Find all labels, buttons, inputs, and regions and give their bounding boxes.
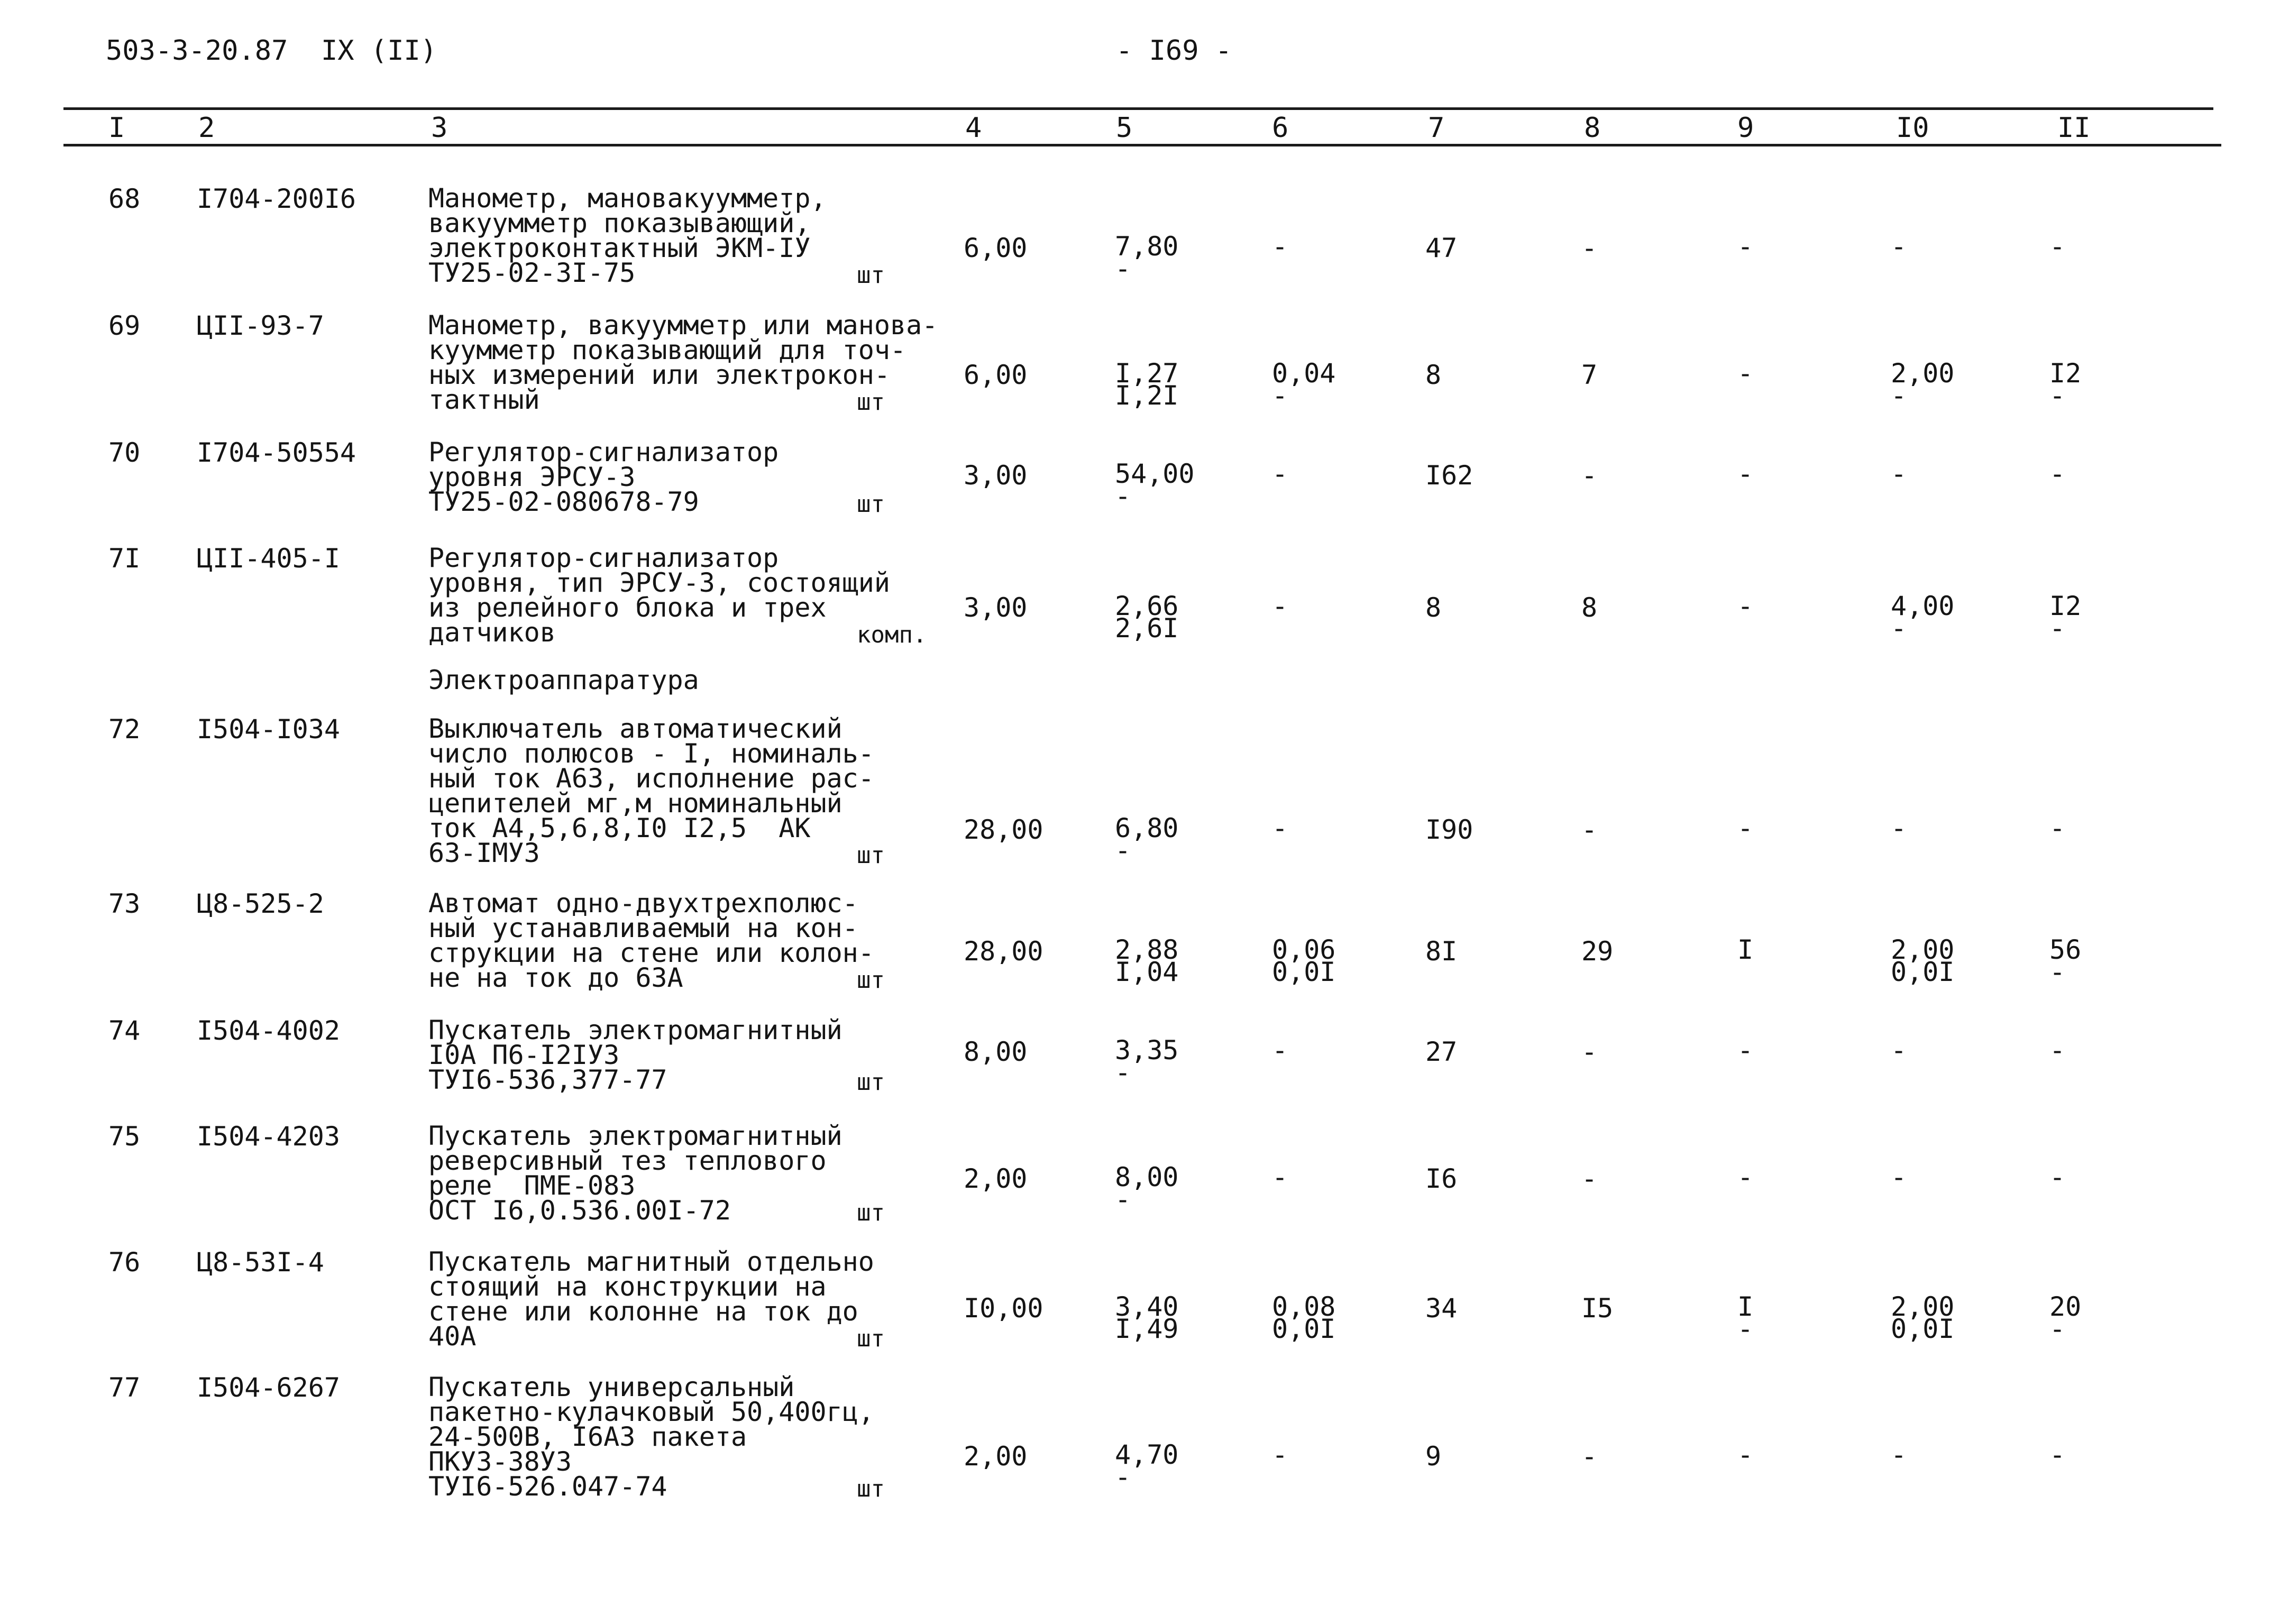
column-header-7: 7 bbox=[1428, 112, 1445, 144]
item-code: I704-50554 bbox=[197, 437, 356, 468]
cell-col-8: I5 bbox=[1581, 1293, 1614, 1324]
column-header-9: 9 bbox=[1737, 112, 1754, 144]
cell-col-8: 7 bbox=[1581, 360, 1598, 390]
item-description: Пускатель электромагнитный I0А П6-I2IУ3 ТУI6-536,377-77 bbox=[428, 1015, 843, 1095]
item-description: Пускатель электромагнитный реверсивный тез теплового реле ПМЕ-083 ОСТ I6,0.536.00I-72 bbox=[428, 1121, 843, 1226]
cell-col-6: - bbox=[1272, 231, 1288, 262]
unit-of-measure: шт bbox=[857, 967, 885, 994]
document-code: 503-3-20.87 IX (II) bbox=[106, 35, 437, 67]
cell-col-9: - bbox=[1737, 1162, 1754, 1192]
item-description: Пускатель магнитный отдельно стоящий на конструкции на стене или колонне на ток до 40А bbox=[428, 1246, 874, 1352]
unit-of-measure: шт bbox=[857, 262, 885, 289]
cell-col-6: 0,08 0,0I bbox=[1272, 1291, 1336, 1344]
cell-col-6: 0,04 - bbox=[1272, 358, 1336, 411]
cell-col-10: - bbox=[1891, 813, 1907, 843]
row-number: 7I bbox=[108, 543, 141, 574]
cell-col-10: - bbox=[1891, 458, 1907, 489]
row-number: 73 bbox=[108, 888, 141, 919]
item-code: ЦII-93-7 bbox=[197, 310, 324, 341]
cell-col-10: 2,00 0,0I bbox=[1891, 934, 1955, 987]
cell-col-9: - bbox=[1737, 1035, 1754, 1066]
cell-col-8: - bbox=[1581, 814, 1598, 845]
cell-col-9: - bbox=[1737, 1439, 1754, 1470]
item-code: I504-I034 bbox=[197, 714, 340, 745]
item-code: I504-6267 bbox=[197, 1372, 340, 1403]
item-description: Автомат одно-двухтрехполюс- ный устанавливаемый на кон- струкции на стене или колон- не на ток до 63А bbox=[428, 888, 874, 993]
cell-col-6: - bbox=[1272, 1035, 1288, 1066]
item-code: I504-4203 bbox=[197, 1121, 340, 1152]
unit-of-measure: шт bbox=[857, 842, 885, 869]
cell-col-4: 3,00 bbox=[964, 460, 1028, 491]
cell-col-9: - bbox=[1737, 813, 1754, 843]
cell-col-7: I62 bbox=[1425, 460, 1473, 491]
item-code: Ц8-53I-4 bbox=[197, 1247, 324, 1278]
cell-col-10: - bbox=[1891, 231, 1907, 262]
cell-col-11: - bbox=[2049, 231, 2066, 262]
cell-col-9: I bbox=[1737, 934, 1754, 965]
row-number: 75 bbox=[108, 1121, 141, 1152]
cell-col-8: - bbox=[1581, 1163, 1598, 1194]
table-header-bottom-rule bbox=[63, 144, 2221, 146]
cell-col-8: 8 bbox=[1581, 592, 1598, 623]
cell-col-11: I2 - bbox=[2049, 591, 2082, 644]
item-code: I704-200I6 bbox=[197, 183, 356, 214]
cell-col-4: 28,00 bbox=[964, 936, 1043, 967]
cell-col-7: 34 bbox=[1425, 1293, 1458, 1324]
column-header-8: 8 bbox=[1584, 112, 1601, 144]
item-code: I504-4002 bbox=[197, 1015, 340, 1046]
cell-col-6: - bbox=[1272, 458, 1288, 489]
cell-col-7: 27 bbox=[1425, 1036, 1458, 1067]
cell-col-11: - bbox=[2049, 1162, 2066, 1192]
row-number: 72 bbox=[108, 714, 141, 745]
item-code: Ц8-525-2 bbox=[197, 888, 324, 919]
unit-of-measure: шт bbox=[857, 1325, 885, 1352]
cell-col-9: - bbox=[1737, 591, 1754, 621]
item-description: Пускатель универсальный пакетно-кулачковый 50,400гц, 24-500В, I6А3 пакета ПКУ3-38У3 ТУI6-526.047-74 bbox=[428, 1372, 874, 1502]
row-number: 70 bbox=[108, 437, 141, 468]
cell-col-7: I6 bbox=[1425, 1163, 1458, 1194]
cell-col-4: 3,00 bbox=[964, 592, 1028, 623]
cell-col-7: 9 bbox=[1425, 1441, 1442, 1472]
item-code: ЦII-405-I bbox=[197, 543, 340, 574]
column-header-2: 2 bbox=[198, 112, 215, 144]
item-description: Регулятор-сигнализатор уровня, тип ЭРСУ-3, состоящий из релейного блока и трех датчиков bbox=[428, 543, 890, 648]
cell-col-10: - bbox=[1891, 1439, 1907, 1470]
cell-col-7: 47 bbox=[1425, 233, 1458, 263]
cell-col-10: - bbox=[1891, 1162, 1907, 1192]
column-header-1: I bbox=[108, 112, 125, 144]
row-number: 77 bbox=[108, 1372, 141, 1403]
column-header-11: II bbox=[2057, 112, 2091, 144]
item-description: Регулятор-сигнализатор уровня ЭРСУ-3 ТУ25-02-080678-79 bbox=[428, 437, 779, 517]
cell-col-8: - bbox=[1581, 1441, 1598, 1472]
unit-of-measure: шт bbox=[857, 1069, 885, 1096]
cell-col-7: I90 bbox=[1425, 814, 1473, 845]
cell-col-5: 4,70 - bbox=[1115, 1439, 1179, 1492]
cell-col-6: - bbox=[1272, 1439, 1288, 1470]
cell-col-9: - bbox=[1737, 458, 1754, 489]
cell-col-8: - bbox=[1581, 233, 1598, 263]
unit-of-measure: комп. bbox=[857, 621, 927, 648]
cell-col-6: - bbox=[1272, 1162, 1288, 1192]
cell-col-10: 4,00 - bbox=[1891, 591, 1955, 644]
cell-col-6: - bbox=[1272, 813, 1288, 843]
cell-col-4: 8,00 bbox=[964, 1036, 1028, 1067]
cell-col-11: I2 - bbox=[2049, 358, 2082, 411]
cell-col-4: 6,00 bbox=[964, 360, 1028, 390]
item-description: Манометр, мановакуумметр, вакуумметр показывающий, электроконтактный ЭКМ-IУ ТУ25-02-3I-75 bbox=[428, 183, 827, 288]
column-header-6: 6 bbox=[1272, 112, 1289, 144]
cell-col-11: 56 - bbox=[2049, 934, 2082, 987]
cell-col-11: 20 - bbox=[2049, 1291, 2082, 1344]
table-top-rule bbox=[63, 107, 2213, 110]
cell-col-9: I - bbox=[1737, 1291, 1754, 1344]
item-description: Манометр, вакуумметр или манова- куумметр показывающий для точ- ных измерений или электрокон- тактный bbox=[428, 310, 938, 415]
cell-col-10: 2,00 0,0I bbox=[1891, 1291, 1955, 1344]
cell-col-9: - bbox=[1737, 231, 1754, 262]
item-description: Выключатель автоматический число полюсов - I, номиналь- ный ток А63, исполнение рас- цепителей мг,м номинальный ток А4,5,6,8,I0 I2,5 АК 63-IМУ3 bbox=[428, 713, 874, 868]
cell-col-7: 8 bbox=[1425, 360, 1442, 390]
cell-col-4: I0,00 bbox=[964, 1293, 1043, 1324]
cell-col-5: 3,40 I,49 bbox=[1115, 1291, 1179, 1344]
cell-col-5: 2,66 2,6I bbox=[1115, 591, 1179, 644]
cell-col-4: 2,00 bbox=[964, 1163, 1028, 1194]
unit-of-measure: шт bbox=[857, 1475, 885, 1502]
unit-of-measure: шт bbox=[857, 491, 885, 518]
section-title: Электроаппаратура bbox=[428, 665, 699, 695]
cell-col-5: 3,35 - bbox=[1115, 1035, 1179, 1088]
row-number: 74 bbox=[108, 1015, 141, 1046]
cell-col-8: 29 bbox=[1581, 936, 1614, 967]
cell-col-9: - bbox=[1737, 358, 1754, 389]
cell-col-8: - bbox=[1581, 460, 1598, 491]
cell-col-10: - bbox=[1891, 1035, 1907, 1066]
cell-col-4: 2,00 bbox=[964, 1441, 1028, 1472]
cell-col-4: 6,00 bbox=[964, 233, 1028, 263]
cell-col-5: 54,00 - bbox=[1115, 458, 1195, 511]
row-number: 68 bbox=[108, 183, 141, 214]
column-header-5: 5 bbox=[1116, 112, 1133, 144]
cell-col-5: 6,80 - bbox=[1115, 813, 1179, 866]
unit-of-measure: шт bbox=[857, 389, 885, 416]
cell-col-11: - bbox=[2049, 813, 2066, 843]
cell-col-11: - bbox=[2049, 1035, 2066, 1066]
cell-col-5: 8,00 - bbox=[1115, 1162, 1179, 1215]
cell-col-5: 7,80 - bbox=[1115, 231, 1179, 284]
cell-col-5: 2,88 I,04 bbox=[1115, 934, 1179, 987]
cell-col-6: - bbox=[1272, 591, 1288, 621]
column-header-3: 3 bbox=[431, 112, 448, 144]
cell-col-5: I,27 I,2I bbox=[1115, 358, 1179, 411]
row-number: 69 bbox=[108, 310, 141, 341]
page-number: - I69 - bbox=[1116, 35, 1232, 67]
cell-col-7: 8I bbox=[1425, 936, 1458, 967]
column-header-4: 4 bbox=[965, 112, 982, 144]
cell-col-8: - bbox=[1581, 1036, 1598, 1067]
column-header-10: I0 bbox=[1896, 112, 1929, 144]
cell-col-6: 0,06 0,0I bbox=[1272, 934, 1336, 987]
cell-col-10: 2,00 - bbox=[1891, 358, 1955, 411]
cell-col-7: 8 bbox=[1425, 592, 1442, 623]
cell-col-11: - bbox=[2049, 1439, 2066, 1470]
cell-col-4: 28,00 bbox=[964, 814, 1043, 845]
unit-of-measure: шт bbox=[857, 1199, 885, 1226]
row-number: 76 bbox=[108, 1247, 141, 1278]
cell-col-11: - bbox=[2049, 458, 2066, 489]
